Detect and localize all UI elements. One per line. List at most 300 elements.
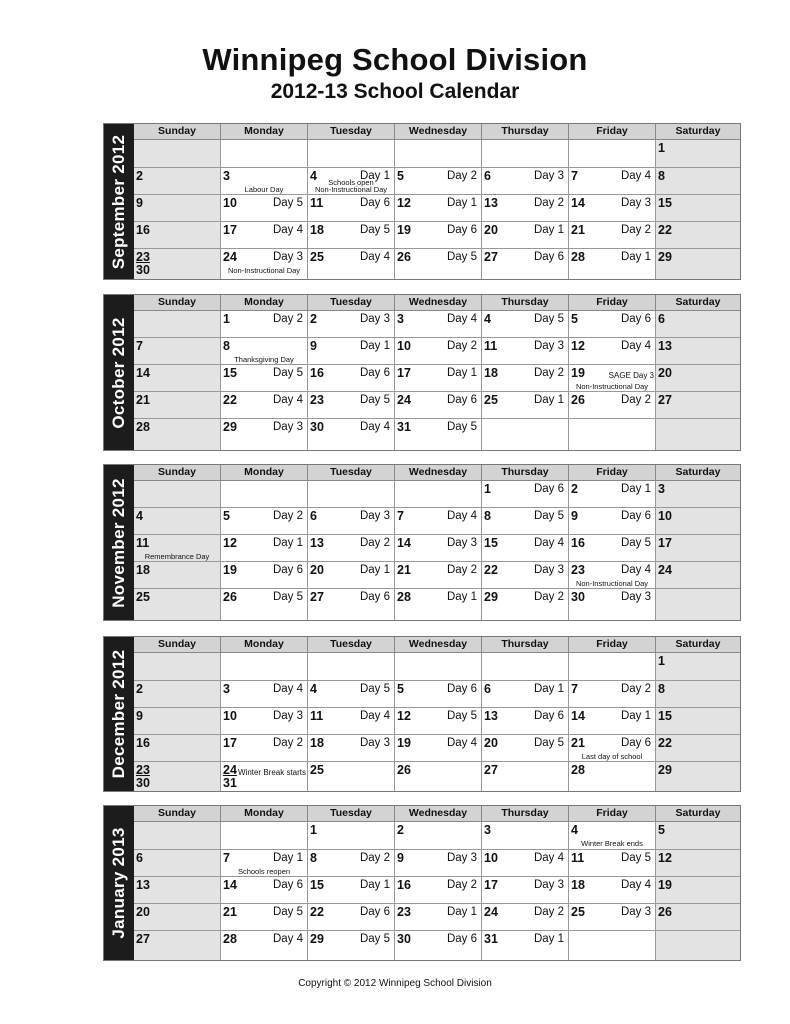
day-note: Thanksgiving Day	[234, 355, 294, 364]
date-number: 23	[136, 250, 150, 264]
week-row	[134, 681, 740, 708]
date-number: 16	[136, 736, 150, 750]
day-cell	[656, 822, 740, 849]
date-number: 22	[484, 563, 498, 577]
day-cell	[395, 822, 482, 849]
school-day-cycle: Day 4	[359, 251, 390, 263]
weekday-header: Tuesday	[308, 637, 395, 652]
school-day-cycle: Day 3	[272, 421, 303, 433]
day-cell	[569, 508, 656, 534]
day-cell	[134, 762, 221, 791]
weekday-header: Wednesday	[395, 295, 482, 310]
day-cell	[308, 249, 395, 279]
day-cell	[482, 822, 569, 849]
day-cell	[221, 195, 308, 221]
school-day-cycle: Day 5	[359, 683, 390, 695]
school-day-cycle: Day 5	[359, 394, 390, 406]
day-note: Last day of school	[581, 752, 643, 761]
date-number: 19	[397, 223, 411, 237]
school-day-cycle: Day 5	[533, 737, 564, 749]
day-cell	[569, 222, 656, 248]
date-number: 14	[223, 878, 237, 892]
day-cell	[656, 392, 740, 418]
school-day-cycle: Day 6	[272, 879, 303, 891]
weekday-header: Tuesday	[308, 465, 395, 480]
weekday-header-row	[134, 295, 740, 311]
date-number: 4	[571, 823, 578, 837]
school-day-cycle: Day 5	[620, 537, 651, 549]
school-day-cycle: Day 1	[620, 710, 651, 722]
school-day-cycle: Day 4	[446, 313, 477, 325]
school-day-cycle: Day 6	[272, 564, 303, 576]
day-cell	[395, 589, 482, 620]
month-grid	[134, 637, 740, 791]
day-note: Non-Instructional Day	[314, 185, 388, 194]
date-number: 21	[397, 563, 411, 577]
day-cell	[221, 338, 308, 364]
day-cell	[308, 392, 395, 418]
day-cell	[308, 822, 395, 849]
date-number: 27	[658, 393, 672, 407]
date-number: 18	[310, 223, 324, 237]
day-cell	[395, 508, 482, 534]
date-number: 26	[397, 250, 411, 264]
date-number: 7	[223, 851, 230, 865]
date-number: 15	[484, 536, 498, 550]
date-number: 22	[658, 736, 672, 750]
school-day-cycle: Day 6	[446, 394, 477, 406]
day-cell	[134, 392, 221, 418]
school-day-cycle: Day 5	[272, 367, 303, 379]
date-number: 19	[397, 736, 411, 750]
school-day-cycle: Day 4	[272, 394, 303, 406]
school-day-cycle: Day 4	[272, 224, 303, 236]
school-day-cycle: Day 2	[446, 879, 477, 891]
day-cell	[482, 877, 569, 903]
weekday-header: Saturday	[675, 125, 721, 137]
weekday-header: Sunday	[134, 295, 221, 310]
day-cell	[656, 508, 740, 534]
date-number: 26	[223, 590, 237, 604]
day-cell	[134, 249, 221, 279]
day-cell	[395, 392, 482, 418]
date-number: 19	[571, 366, 585, 380]
weekday-header: Monday	[221, 465, 308, 480]
school-day-cycle: Day 1	[533, 933, 564, 945]
day-cell	[395, 249, 482, 279]
day-cell	[656, 140, 740, 167]
day-cell	[656, 562, 740, 588]
day-cell	[134, 419, 221, 450]
weekday-header: Saturday	[675, 638, 721, 650]
weekday-header: Saturday	[675, 466, 721, 478]
copyright-notice: Copyright © 2012 Winnipeg School Division	[298, 978, 492, 989]
date-number: 29	[310, 932, 324, 946]
weekday-header: Thursday	[482, 637, 569, 652]
day-cell	[308, 877, 395, 903]
month-label	[104, 295, 134, 450]
date-number: 2	[136, 169, 143, 183]
day-cell	[482, 365, 569, 391]
week-row	[134, 850, 740, 877]
weekday-header: Friday	[569, 124, 656, 139]
empty-cell	[656, 589, 740, 620]
day-cell	[221, 419, 308, 450]
date-number: 24	[223, 763, 237, 777]
date-number: 12	[571, 339, 585, 353]
school-day-cycle: Day 1	[533, 224, 564, 236]
day-cell	[308, 931, 395, 960]
day-cell	[395, 904, 482, 930]
date-number: 5	[571, 312, 578, 326]
day-cell	[221, 762, 308, 791]
day-cell	[395, 735, 482, 761]
date-number: 20	[658, 366, 672, 380]
date-number: 13	[484, 709, 498, 723]
date-number: 4	[136, 509, 143, 523]
school-day-cycle: Day 4	[533, 537, 564, 549]
day-cell	[308, 850, 395, 876]
date-number: 7	[136, 339, 143, 353]
date-number: 24	[484, 905, 498, 919]
date-number: 10	[397, 339, 411, 353]
school-day-cycle: Day 5	[620, 852, 651, 864]
day-cell	[656, 311, 740, 337]
date-number: 23	[397, 905, 411, 919]
weekday-header: Thursday	[482, 124, 569, 139]
school-day-cycle: Day 3	[533, 879, 564, 891]
school-day-cycle: Day 2	[272, 510, 303, 522]
month-block	[103, 805, 741, 961]
date-number: 26	[571, 393, 585, 407]
school-day-cycle: Day 3	[272, 710, 303, 722]
empty-cell	[308, 481, 395, 507]
weekday-header: Tuesday	[308, 295, 395, 310]
date-number: 30	[397, 932, 411, 946]
day-cell	[395, 222, 482, 248]
day-cell	[134, 589, 221, 620]
empty-cell	[221, 140, 308, 167]
date-number: 7	[571, 169, 578, 183]
date-number: 23	[136, 763, 150, 777]
school-day-cycle: Day 5	[446, 710, 477, 722]
date-number: 28	[571, 763, 585, 777]
weekday-header: Friday	[569, 806, 656, 821]
date-number: 22	[223, 393, 237, 407]
week-row	[134, 419, 740, 450]
day-cell	[221, 222, 308, 248]
date-number: 10	[223, 709, 237, 723]
day-cell	[656, 681, 740, 707]
school-day-cycle: Day 1	[359, 879, 390, 891]
weekday-header: Wednesday	[395, 806, 482, 821]
school-day-cycle: Day 1	[533, 394, 564, 406]
month-label	[104, 124, 134, 279]
day-cell	[656, 481, 740, 507]
day-cell	[395, 338, 482, 364]
date-number: 18	[310, 736, 324, 750]
date-number: 17	[397, 366, 411, 380]
weekday-header: Thursday	[482, 465, 569, 480]
day-cell	[134, 338, 221, 364]
date-number: 1	[223, 312, 230, 326]
day-cell	[308, 708, 395, 734]
week-row	[134, 877, 740, 904]
week-row	[134, 140, 740, 168]
day-cell	[482, 508, 569, 534]
school-day-cycle: Day 4	[446, 510, 477, 522]
week-row	[134, 535, 740, 562]
day-cell	[395, 311, 482, 337]
weekday-header: Monday	[221, 124, 308, 139]
weekday-header: Monday	[221, 637, 308, 652]
day-cell	[221, 168, 308, 194]
empty-cell	[134, 822, 221, 849]
date-number: 6	[658, 312, 665, 326]
day-cell	[134, 904, 221, 930]
day-cell	[308, 735, 395, 761]
school-day-cycle: Day 3	[359, 510, 390, 522]
day-cell	[395, 562, 482, 588]
school-day-cycle: Day 2	[533, 591, 564, 603]
school-day-cycle: Day 2	[272, 313, 303, 325]
school-day-cycle: Day 4	[272, 683, 303, 695]
school-day-cycle: Day 2	[533, 367, 564, 379]
month-label	[104, 465, 134, 620]
day-cell	[134, 195, 221, 221]
weekday-header: Sunday	[134, 124, 221, 139]
month-name: January 2013	[109, 827, 128, 939]
empty-cell	[134, 311, 221, 337]
day-cell	[656, 365, 740, 391]
day-cell	[221, 508, 308, 534]
day-cell	[134, 562, 221, 588]
weekday-header: Saturday	[675, 807, 721, 819]
date-number: 8	[223, 339, 230, 353]
empty-cell	[134, 653, 221, 680]
date-number: 5	[397, 682, 404, 696]
date-number: 24	[397, 393, 411, 407]
date-number: 31	[397, 420, 411, 434]
weekday-header: Tuesday	[308, 806, 395, 821]
day-cell	[134, 877, 221, 903]
empty-cell	[569, 931, 656, 960]
month-label	[104, 637, 134, 791]
empty-cell	[308, 653, 395, 680]
month-label	[104, 806, 134, 960]
school-day-cycle: Day 3	[446, 537, 477, 549]
date-number: 16	[571, 536, 585, 550]
school-day-cycle: Day 4	[359, 710, 390, 722]
day-note-top: Schools open	[328, 178, 374, 187]
weekday-header-row	[134, 465, 740, 481]
day-cell	[569, 168, 656, 194]
day-cell	[482, 562, 569, 588]
weekday-header-row	[134, 806, 740, 822]
date-number: 13	[310, 536, 324, 550]
date-number: 2	[310, 312, 317, 326]
day-cell	[221, 535, 308, 561]
day-cell	[569, 249, 656, 279]
school-day-cycle: Day 1	[359, 564, 390, 576]
date-number: 1	[658, 654, 665, 668]
weekday-header: Sunday	[134, 465, 221, 480]
day-cell	[308, 508, 395, 534]
date-number: 15	[658, 196, 672, 210]
school-day-cycle: Day 2	[446, 170, 477, 182]
date-number: 25	[571, 905, 585, 919]
date-number: 28	[136, 420, 150, 434]
day-cell	[221, 931, 308, 960]
date-number: 1	[658, 141, 665, 155]
day-cell	[395, 850, 482, 876]
day-cell	[221, 708, 308, 734]
date-number: 14	[397, 536, 411, 550]
week-row	[134, 904, 740, 931]
day-cell	[482, 589, 569, 620]
day-note: Labour Day	[244, 185, 284, 194]
day-cell	[134, 931, 221, 960]
school-day-cycle: Day 3	[446, 852, 477, 864]
date-number: 18	[571, 878, 585, 892]
date-number: 9	[571, 509, 578, 523]
day-cell	[569, 822, 656, 849]
date-number: 13	[658, 339, 672, 353]
school-day-cycle: Day 2	[533, 906, 564, 918]
day-cell	[221, 735, 308, 761]
day-cell	[569, 762, 656, 791]
week-row	[134, 735, 740, 762]
date-number: 3	[658, 482, 665, 496]
day-cell	[656, 249, 740, 279]
day-cell	[134, 365, 221, 391]
month-grid	[134, 124, 740, 279]
weekday-header: Tuesday	[308, 124, 395, 139]
week-row	[134, 168, 740, 195]
day-cell	[308, 681, 395, 707]
week-row	[134, 653, 740, 681]
weekday-header: Thursday	[482, 806, 569, 821]
date-number: 14	[571, 709, 585, 723]
day-cell	[134, 681, 221, 707]
date-number: 8	[310, 851, 317, 865]
day-cell	[656, 850, 740, 876]
date-number: 5	[397, 169, 404, 183]
school-day-cycle: Day 3	[359, 313, 390, 325]
date-number: 25	[310, 763, 324, 777]
school-day-cycle: Day 5	[272, 906, 303, 918]
day-cell	[656, 762, 740, 791]
empty-cell	[395, 653, 482, 680]
date-number: 2	[397, 823, 404, 837]
day-cell	[569, 735, 656, 761]
school-day-cycle: Day 2	[620, 683, 651, 695]
school-day-cycle: Day 6	[446, 933, 477, 945]
school-day-cycle: Day 5	[272, 591, 303, 603]
school-day-cycle: Day 2	[359, 852, 390, 864]
day-cell	[134, 850, 221, 876]
school-day-cycle: Day 6	[359, 591, 390, 603]
date-number: 24	[223, 250, 237, 264]
day-cell	[395, 931, 482, 960]
date-number: 29	[484, 590, 498, 604]
school-day-cycle: Day 1	[446, 367, 477, 379]
day-cell	[656, 653, 740, 680]
day-cell	[395, 168, 482, 194]
page-title: Winnipeg School Division	[202, 42, 588, 77]
day-note: Schools reopen	[237, 867, 291, 876]
date-number: 27	[310, 590, 324, 604]
date-number: 18	[136, 563, 150, 577]
day-cell	[134, 708, 221, 734]
week-row	[134, 508, 740, 535]
date-number: 16	[397, 878, 411, 892]
school-day-cycle: Day 1	[446, 906, 477, 918]
month-grid	[134, 295, 740, 450]
day-cell	[221, 850, 308, 876]
date-number: 11	[310, 196, 324, 210]
date-number: 21	[136, 393, 150, 407]
date-number: 16	[136, 223, 150, 237]
school-day-cycle: Day 6	[533, 710, 564, 722]
weekday-header: Wednesday	[395, 465, 482, 480]
day-cell	[308, 762, 395, 791]
weekday-header: Wednesday	[395, 637, 482, 652]
date-number: 27	[484, 250, 498, 264]
date-number: 17	[658, 536, 672, 550]
month-block	[103, 464, 741, 621]
weekday-header: Thursday	[482, 295, 569, 310]
school-day-cycle: Day 1	[620, 483, 651, 495]
date-number: 9	[136, 709, 143, 723]
date-number: 6	[136, 851, 143, 865]
date-number: 21	[571, 736, 585, 750]
date-number: 19	[658, 878, 672, 892]
day-cell	[308, 222, 395, 248]
school-day-cycle: Day 5	[533, 313, 564, 325]
day-cell	[482, 735, 569, 761]
date-number: 31	[484, 932, 498, 946]
school-day-cycle: Day 6	[446, 224, 477, 236]
day-cell	[482, 681, 569, 707]
week-row	[134, 392, 740, 419]
day-cell	[221, 904, 308, 930]
empty-cell	[221, 653, 308, 680]
date-number: 19	[223, 563, 237, 577]
day-cell	[482, 481, 569, 507]
date-number: 5	[223, 509, 230, 523]
date-number: 11	[136, 536, 150, 550]
day-note: Remembrance Day	[144, 552, 210, 561]
school-day-cycle: Day 2	[533, 197, 564, 209]
day-cell	[221, 877, 308, 903]
school-day-cycle: Day 1	[359, 340, 390, 352]
school-day-cycle: Day 6	[533, 483, 564, 495]
date-number: 26	[397, 763, 411, 777]
date-number: 6	[310, 509, 317, 523]
day-cell	[482, 249, 569, 279]
date-number: 17	[223, 223, 237, 237]
empty-cell	[308, 140, 395, 167]
day-cell	[221, 392, 308, 418]
date-number: 8	[658, 169, 665, 183]
month-grid	[134, 806, 740, 960]
day-cell	[134, 508, 221, 534]
empty-cell	[569, 140, 656, 167]
date-number: 28	[571, 250, 585, 264]
month-name: September 2012	[109, 134, 128, 269]
day-cell	[656, 535, 740, 561]
